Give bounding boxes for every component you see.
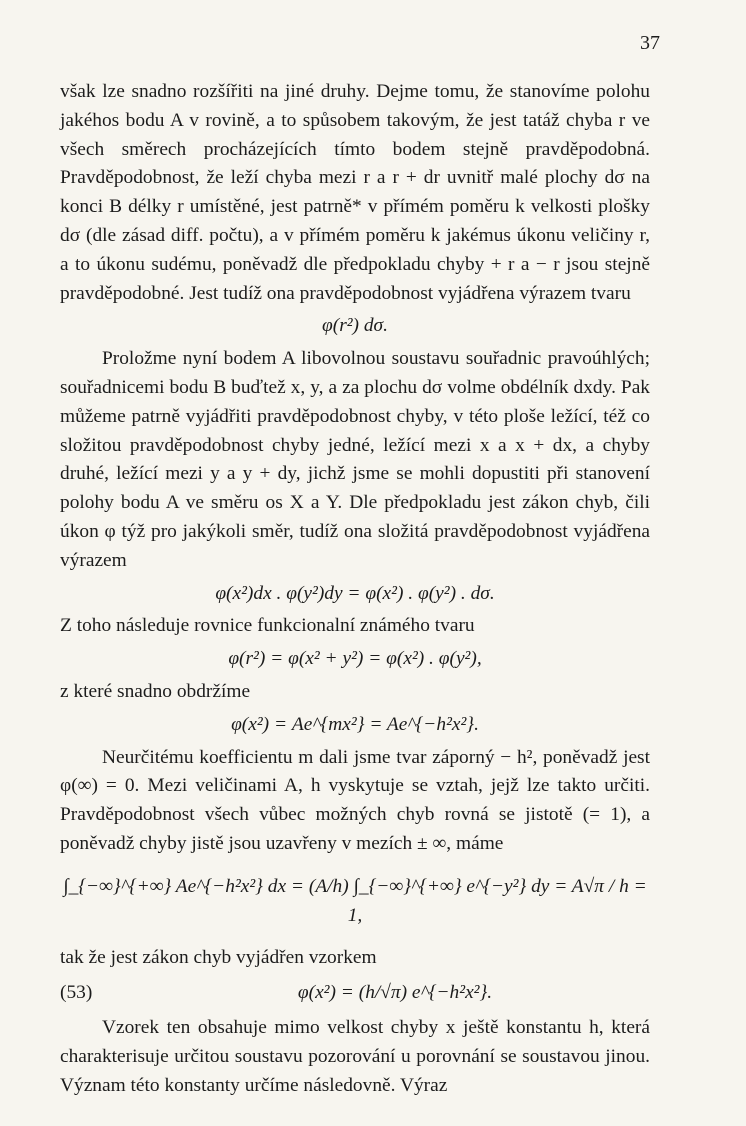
equation-53-number: (53) — [60, 982, 93, 1004]
page-number: 37 — [640, 32, 660, 54]
paragraph-5: Neurčitému koefficientu m dali jsme tvar záporný − h², poněvadž jest φ(∞) = 0. Mezi veličinami A, h vyskytuje se vztah, jejž lze takto určiti. Pravděpodobnost všech vůbec možných chyb rovná se jistotě (= 1), a poněvadž chyby jistě jsou uzavřeny v mezích ± ∞, máme — [60, 746, 650, 854]
paragraph-6: tak že jest zákon chyb vyjádřen vzorkem — [60, 947, 377, 969]
equation-integral: ∫_{−∞}^{+∞} Ae^{−h²x²} dx = (A/h) ∫_{−∞}^{+∞} e^{−y²} dy = A√π / h = 1, — [63, 875, 647, 926]
equation-4: φ(x²) = Ae^{mx²} = Ae^{−h²x²}. — [231, 713, 479, 735]
page-body — [60, 78, 650, 1100]
paragraph-3: Z toho následuje rovnice funkcionalní známého tvaru — [60, 615, 475, 637]
equation-2: φ(x²)dx . φ(y²)dy = φ(x²) . φ(y²) . dσ. — [215, 582, 495, 604]
equation-53: φ(x²) = (h/√π) e^{−h²x²}. — [297, 982, 493, 1004]
paragraph-7: Vzorek ten obsahuje mimo velkost chyby x ještě konstantu h, která charakterisuje určitou soustavu pozorování u porovnání se soustavou jinou. Význam této konstanty určíme následovně. Výraz — [60, 1016, 650, 1096]
paragraph-2: Proložme nyní bodem A libovolnou soustavu souřadnic pravoúhlých; souřadnicemi bodu B buďtež x, y, a za plochu dσ volme obdélník dxdy. Pak můžeme patrně vyjádřiti pravděpodobnost chyby, v této ploše ležící, též co složitou pravděpodobnost chyby jedné, ležící mezi x a x + dx, a chyby druhé, ležící mezi y a y + dy, jichž jsme se mohli dopustiti při stanovení polohy bodu A ve směru os X a Y. Dle předpokladu jest zákon chyb, čili úkon φ týž pro jakýkoli směr, tudíž ona složitá pravděpodobnost vyjádřena výrazem — [60, 348, 650, 571]
paragraph-1: však lze snadno rozšířiti na jiné druhy. Dejme tomu, že stanovíme polohu jakéhos bodu A v rovině, a to spůsobem takovým, že jest tatáž chyba r ve všech směrech procházejících tímto bodem stejně pravděpodobná. Pravděpodobnost, že leží chyba mezi r a r + dr uvnitř malé plochy dσ na konci B délky r umístěné, jest patrně* v přímém poměru k velkosti plošky dσ (dle zásad diff. počtu), a v přímém poměru k jakémus úkonu veličiny r, a to úkonu sudému, poněvadž dle předpokladu chyby + r a − r jsou stejně pravděpodobné. Jest tudíž ona pravděpodobnost vyjádřena výrazem tvaru — [60, 81, 650, 304]
equation-3: φ(r²) = φ(x² + y²) = φ(x²) . φ(y²), — [228, 648, 482, 670]
equation-1: φ(r²) dσ. — [322, 315, 388, 337]
paragraph-4: z které snadno obdržíme — [60, 680, 251, 702]
equation-53-row — [60, 979, 650, 1008]
